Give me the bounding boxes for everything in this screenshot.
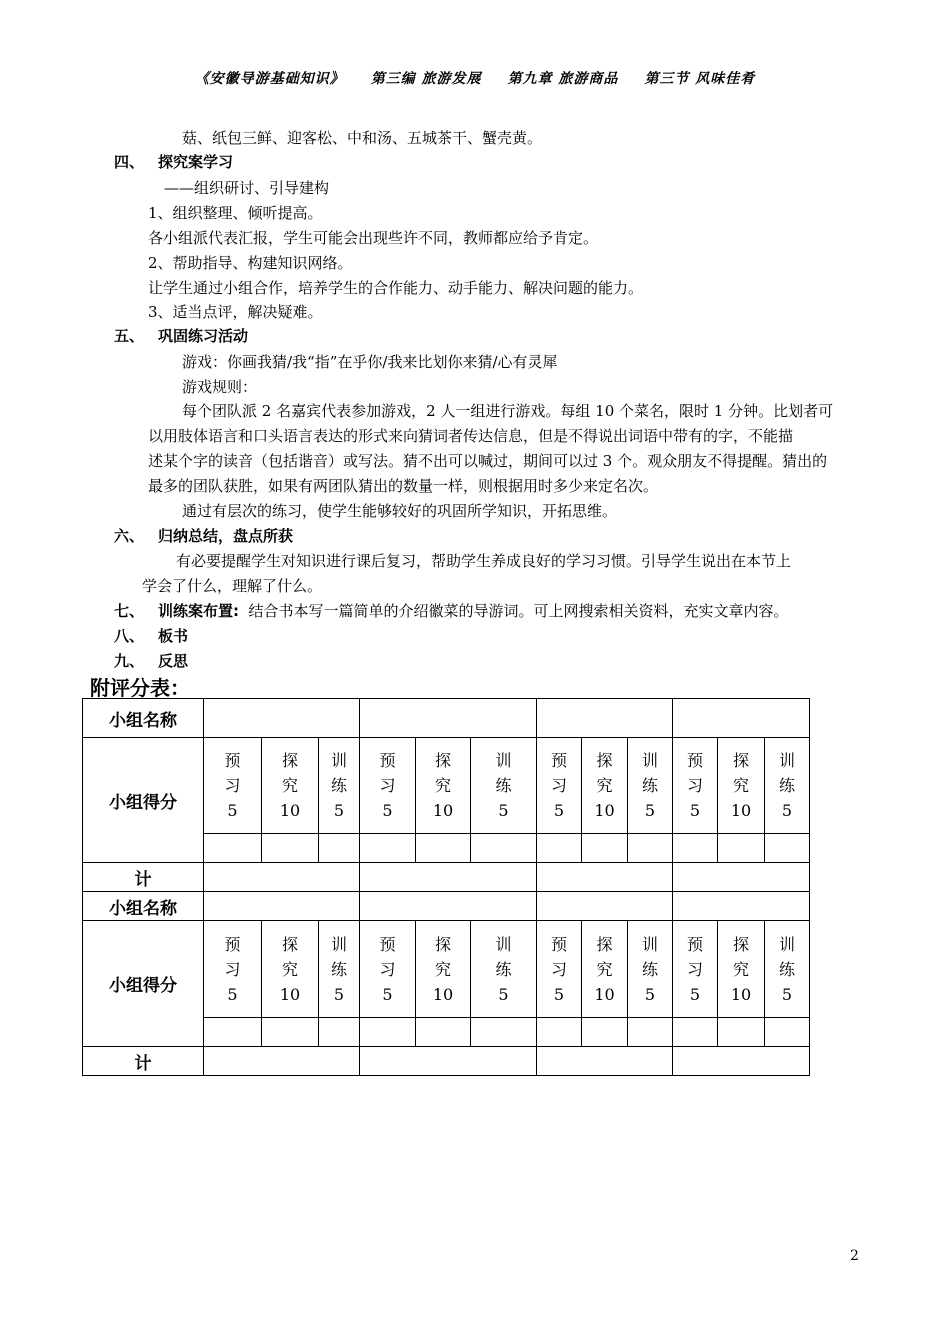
header-section: 第三节 风味佳肴 xyxy=(644,71,756,87)
game-rules-label: 游戏规则： xyxy=(182,378,258,396)
score-header-row xyxy=(83,921,810,1018)
category-explore: 探 究 10 xyxy=(582,921,628,1018)
group-name-row xyxy=(83,699,810,738)
total-label: 计 xyxy=(83,863,204,892)
category-practice: 训 练 5 xyxy=(628,921,673,1018)
category-preview: 预 习 5 xyxy=(204,738,262,834)
category-preview: 预 习 5 xyxy=(673,921,718,1018)
game-rules-line-4: 最多的团队获胜，如果有两团队猜出的数量一样，则根据用时多少来定名次。 xyxy=(148,477,659,495)
score-cell[interactable] xyxy=(537,834,582,863)
score-cell[interactable] xyxy=(204,1018,262,1047)
score-cell[interactable] xyxy=(628,834,673,863)
category-practice: 训 练 5 xyxy=(765,921,810,1018)
group-score-label: 小组得分 xyxy=(83,738,204,863)
game-rules-line-3: 述某个字的读音（包括谐音）或写法。猜不出可以喊过，期间可以过 3 个。观众朋友不得提醒。猜出的 xyxy=(148,452,828,470)
score-cell[interactable] xyxy=(673,1018,718,1047)
section-7-number: 七、 xyxy=(114,602,145,620)
section-6-title: 归纳总结，盘点所获 xyxy=(158,527,294,545)
group-name-label: 小组名称 xyxy=(83,699,204,738)
section-4-number: 四、 xyxy=(114,153,145,171)
game-rules-line-2: 以用肢体语言和口头语言表达的形式来向猜词者传达信息，但是不得说出词语中带有的字，不能描 xyxy=(148,427,794,445)
total-cell[interactable] xyxy=(537,863,673,892)
category-explore: 探 究 10 xyxy=(416,921,471,1018)
score-table-caption: 附评分表： xyxy=(90,676,190,700)
category-practice: 训 练 5 xyxy=(471,738,537,834)
group-score-label: 小组得分 xyxy=(83,921,204,1047)
score-cell[interactable] xyxy=(319,834,360,863)
total-cell[interactable] xyxy=(673,863,810,892)
total-cell[interactable] xyxy=(204,863,360,892)
category-preview: 预 习 5 xyxy=(204,921,262,1018)
section-4-subtitle: ——组织研讨、引导建构 xyxy=(164,179,330,197)
group-name-label: 小组名称 xyxy=(83,892,204,921)
score-cell[interactable] xyxy=(582,1018,628,1047)
section-4-item-2: 2、帮助指导、构建知识网络。 xyxy=(148,254,353,272)
header-chapter: 第九章 旅游商品 xyxy=(507,71,619,87)
category-explore: 探 究 10 xyxy=(262,921,319,1018)
score-cell[interactable] xyxy=(416,1018,471,1047)
group-name-cell[interactable] xyxy=(673,699,810,738)
section-8-title: 板书 xyxy=(158,627,189,645)
score-cell[interactable] xyxy=(471,1018,537,1047)
score-cell[interactable] xyxy=(319,1018,360,1047)
score-cell[interactable] xyxy=(673,834,718,863)
total-row xyxy=(83,1047,810,1076)
score-cell[interactable] xyxy=(582,834,628,863)
category-practice: 训 练 5 xyxy=(628,738,673,834)
section-8-heading xyxy=(114,626,188,646)
category-preview: 预 习 5 xyxy=(537,738,582,834)
group-name-cell[interactable] xyxy=(360,699,537,738)
header-book: 《安徽导游基础知识》 xyxy=(194,71,345,87)
score-cell[interactable] xyxy=(262,834,319,863)
score-cell[interactable] xyxy=(416,834,471,863)
category-practice: 训 练 5 xyxy=(765,738,810,834)
section-5-heading xyxy=(114,326,248,346)
score-cell[interactable] xyxy=(718,1018,765,1047)
section-4-item-1: 1、组织整理、倾听提高。 xyxy=(148,204,323,222)
section-4-item-1-text: 各小组派代表汇报，学生可能会出现些许不同，教师都应给予肯定。 xyxy=(148,229,599,247)
total-cell[interactable] xyxy=(360,1047,537,1076)
section-8-number: 八、 xyxy=(114,627,145,645)
section-6-line-1: 有必要提醒学生对知识进行课后复习，帮助学生养成良好的学习习惯。引导学生说出在本节上 xyxy=(176,552,792,570)
section-6-line-2: 学会了什么，理解了什么。 xyxy=(142,577,323,595)
category-practice: 训 练 5 xyxy=(319,738,360,834)
category-preview: 预 习 5 xyxy=(673,738,718,834)
score-header-row xyxy=(83,738,810,834)
score-table xyxy=(82,698,810,1076)
section-9-number: 九、 xyxy=(114,652,145,670)
category-preview: 预 习 5 xyxy=(360,738,416,834)
category-explore: 探 究 10 xyxy=(416,738,471,834)
category-practice: 训 练 5 xyxy=(319,921,360,1018)
group-name-cell[interactable] xyxy=(204,892,360,921)
score-cell[interactable] xyxy=(471,834,537,863)
group-name-cell[interactable] xyxy=(360,892,537,921)
score-cell[interactable] xyxy=(262,1018,319,1047)
section-9-title: 反思 xyxy=(158,652,189,670)
score-cell[interactable] xyxy=(718,834,765,863)
group-name-row xyxy=(83,892,810,921)
category-explore: 探 究 10 xyxy=(262,738,319,834)
score-cell[interactable] xyxy=(537,1018,582,1047)
game-list: 游戏：你画我猜/我“指”在乎你/我来比划你来猜/心有灵犀 xyxy=(182,353,558,371)
category-preview: 预 习 5 xyxy=(537,921,582,1018)
total-cell[interactable] xyxy=(204,1047,360,1076)
category-practice: 训 练 5 xyxy=(471,921,537,1018)
game-rules-line-1: 每个团队派 2 名嘉宾代表参加游戏，2 人一组进行游戏。每组 10 个菜名，限时 1 分钟。比划者可 xyxy=(182,402,834,420)
section-7-text: 结合书本写一篇简单的介绍徽菜的导游词。可上网搜索相关资料，充实文章内容。 xyxy=(248,602,789,620)
score-cell[interactable] xyxy=(360,834,416,863)
section-5-summary: 通过有层次的练习，使学生能够较好的巩固所学知识，开拓思维。 xyxy=(182,502,618,520)
section-4-item-3: 3、适当点评，解决疑难。 xyxy=(148,303,323,321)
continued-line: 菇、纸包三鲜、迎客松、中和汤、五城茶干、蟹壳黄。 xyxy=(182,129,543,147)
section-9-heading xyxy=(114,651,188,671)
total-label: 计 xyxy=(83,1047,204,1076)
section-6-heading xyxy=(114,526,293,546)
category-explore: 探 究 10 xyxy=(718,921,765,1018)
score-cell[interactable] xyxy=(360,1018,416,1047)
group-name-cell[interactable] xyxy=(537,892,673,921)
category-explore: 探 究 10 xyxy=(582,738,628,834)
group-name-cell[interactable] xyxy=(673,892,810,921)
category-preview: 预 习 5 xyxy=(360,921,416,1018)
total-row xyxy=(83,863,810,892)
section-6-number: 六、 xyxy=(114,527,145,545)
total-cell[interactable] xyxy=(537,1047,673,1076)
section-7-line xyxy=(114,601,789,621)
header-part: 第三编 旅游发展 xyxy=(370,71,482,87)
page-header xyxy=(0,68,950,88)
total-cell[interactable] xyxy=(673,1047,810,1076)
group-name-cell[interactable] xyxy=(537,699,673,738)
score-cell[interactable] xyxy=(628,1018,673,1047)
score-cell[interactable] xyxy=(765,834,810,863)
score-cell[interactable] xyxy=(765,1018,810,1047)
page-number: 2 xyxy=(850,1248,859,1264)
total-cell[interactable] xyxy=(360,863,537,892)
section-5-number: 五、 xyxy=(114,327,145,345)
section-4-title: 探究案学习 xyxy=(158,153,234,171)
section-4-item-2-text: 让学生通过小组合作，培养学生的合作能力、动手能力、解决问题的能力。 xyxy=(148,279,644,297)
category-explore: 探 究 10 xyxy=(718,738,765,834)
section-4-heading xyxy=(114,152,233,172)
score-cell[interactable] xyxy=(204,834,262,863)
group-name-cell[interactable] xyxy=(204,699,360,738)
section-7-title: 训练案布置: xyxy=(158,602,239,620)
section-5-title: 巩固练习活动 xyxy=(158,327,249,345)
